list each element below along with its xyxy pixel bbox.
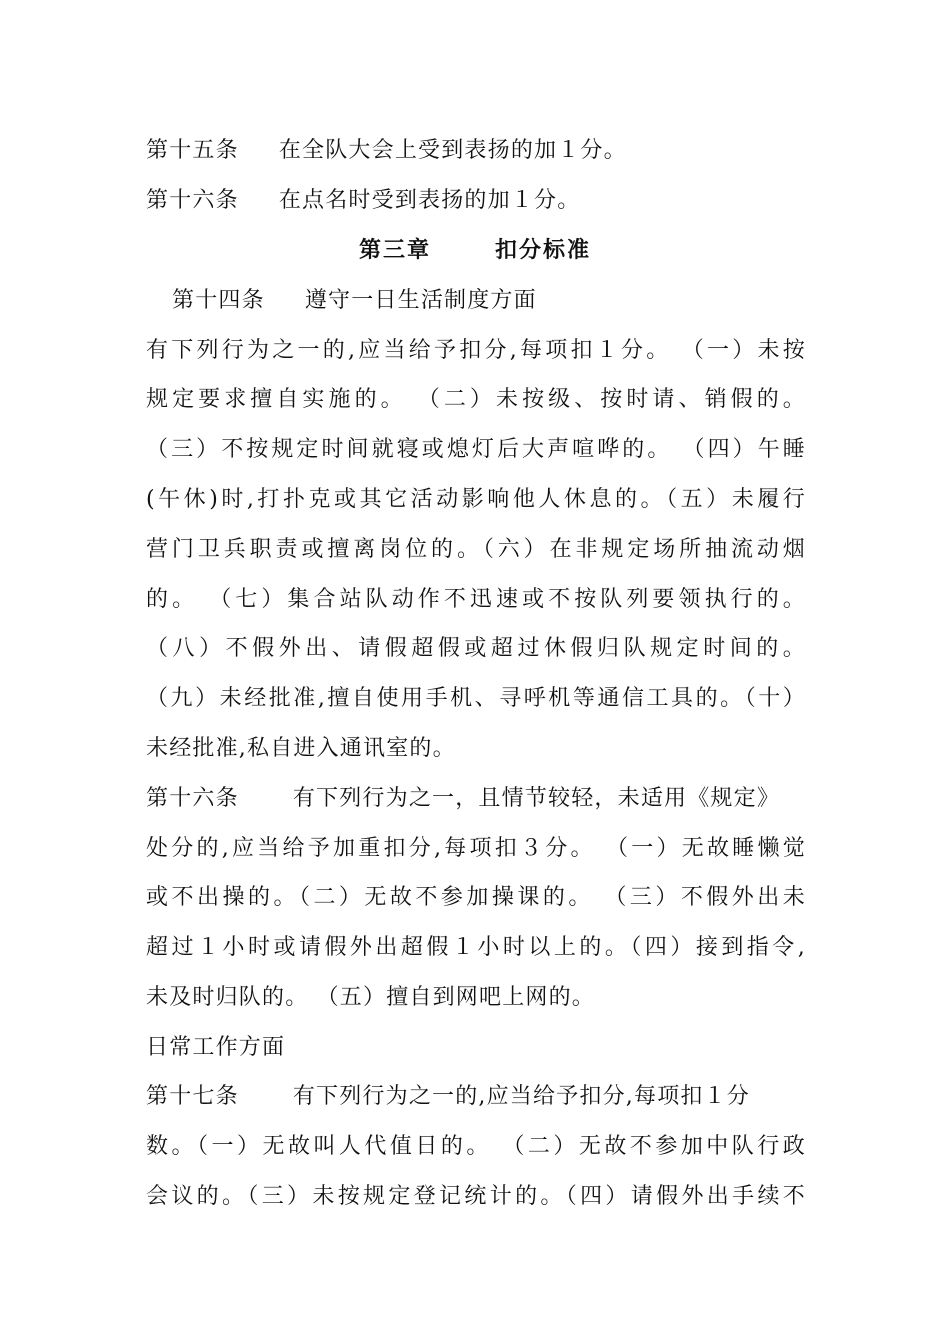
article-17-text: 有下列行为之一的,应当给予扣分,每项扣１分	[292, 1084, 751, 1109]
paragraph-line: 会议的。（三）未按规定登记统计的。（四）请假外出手续不	[146, 1184, 806, 1209]
section-heading: 日常工作方面	[146, 1035, 286, 1060]
article-16-aggravated-text: 有下列行为之一，且情节较轻，未适用《规定》	[292, 786, 781, 811]
paragraph-line: 数。（一）无故叫人代值日的。 （二）无故不参加中队行政	[146, 1134, 806, 1159]
chapter-title: 扣分标准	[495, 238, 592, 263]
paragraph-line: （三）不按规定时间就寝或熄灯后大声喧哗的。 （四）午睡	[146, 437, 806, 462]
article-16-commendation	[146, 186, 806, 216]
paragraph-line: 有下列行为之一的,应当给予扣分,每项扣１分。 （一）未按	[146, 338, 806, 363]
paragraph-line: 的。 （七）集合站队动作不迅速或不按队列要领执行的。	[146, 587, 806, 612]
article-16-commendation-label: 第十六条	[146, 188, 239, 213]
article-14	[172, 286, 832, 316]
article-15-label: 第十五条	[146, 138, 239, 163]
paragraph-line: (午休)时,打扑克或其它活动影响他人休息的。（五）未履行	[146, 487, 806, 512]
article-14-text: 遵守一日生活制度方面	[304, 288, 537, 313]
paragraph-line: 规定要求擅自实施的。 （二）未按级、按时请、销假的。	[146, 387, 806, 412]
paragraph-line: 未经批准,私自进入通讯室的。	[146, 736, 456, 761]
article-15	[146, 136, 806, 166]
paragraph-line: （八）不假外出、请假超假或超过休假归队规定时间的。	[146, 636, 806, 661]
paragraph-line: 营门卫兵职责或擅离岗位的。（六）在非规定场所抽流动烟	[146, 537, 806, 562]
paragraph-line: 未及时归队的。 （五）擅自到网吧上网的。	[146, 985, 595, 1010]
article-15-text: 在全队大会上受到表扬的加１分。	[278, 138, 627, 163]
chapter-heading	[0, 236, 950, 266]
paragraph-line: 超过１小时或请假外出超假１小时以上的。（四）接到指令,	[146, 935, 806, 960]
paragraph-line: （九）未经批准,擅自使用手机、寻呼机等通信工具的。（十）	[146, 686, 806, 711]
chapter-number: 第三章	[358, 238, 431, 263]
paragraph-line: 或不出操的。（二）无故不参加操课的。 （三）不假外出未	[146, 885, 806, 910]
article-14-label: 第十四条	[172, 288, 265, 313]
article-16-aggravated-first-line	[146, 784, 806, 814]
article-16-commendation-text: 在点名时受到表扬的加１分。	[278, 188, 581, 213]
paragraph-line: 处分的,应当给予加重扣分,每项扣３分。 （一）无故睡懒觉	[146, 836, 806, 861]
article-16-aggravated-label: 第十六条	[146, 786, 239, 811]
article-17-label: 第十七条	[146, 1084, 239, 1109]
article-17-first-line	[146, 1082, 806, 1112]
